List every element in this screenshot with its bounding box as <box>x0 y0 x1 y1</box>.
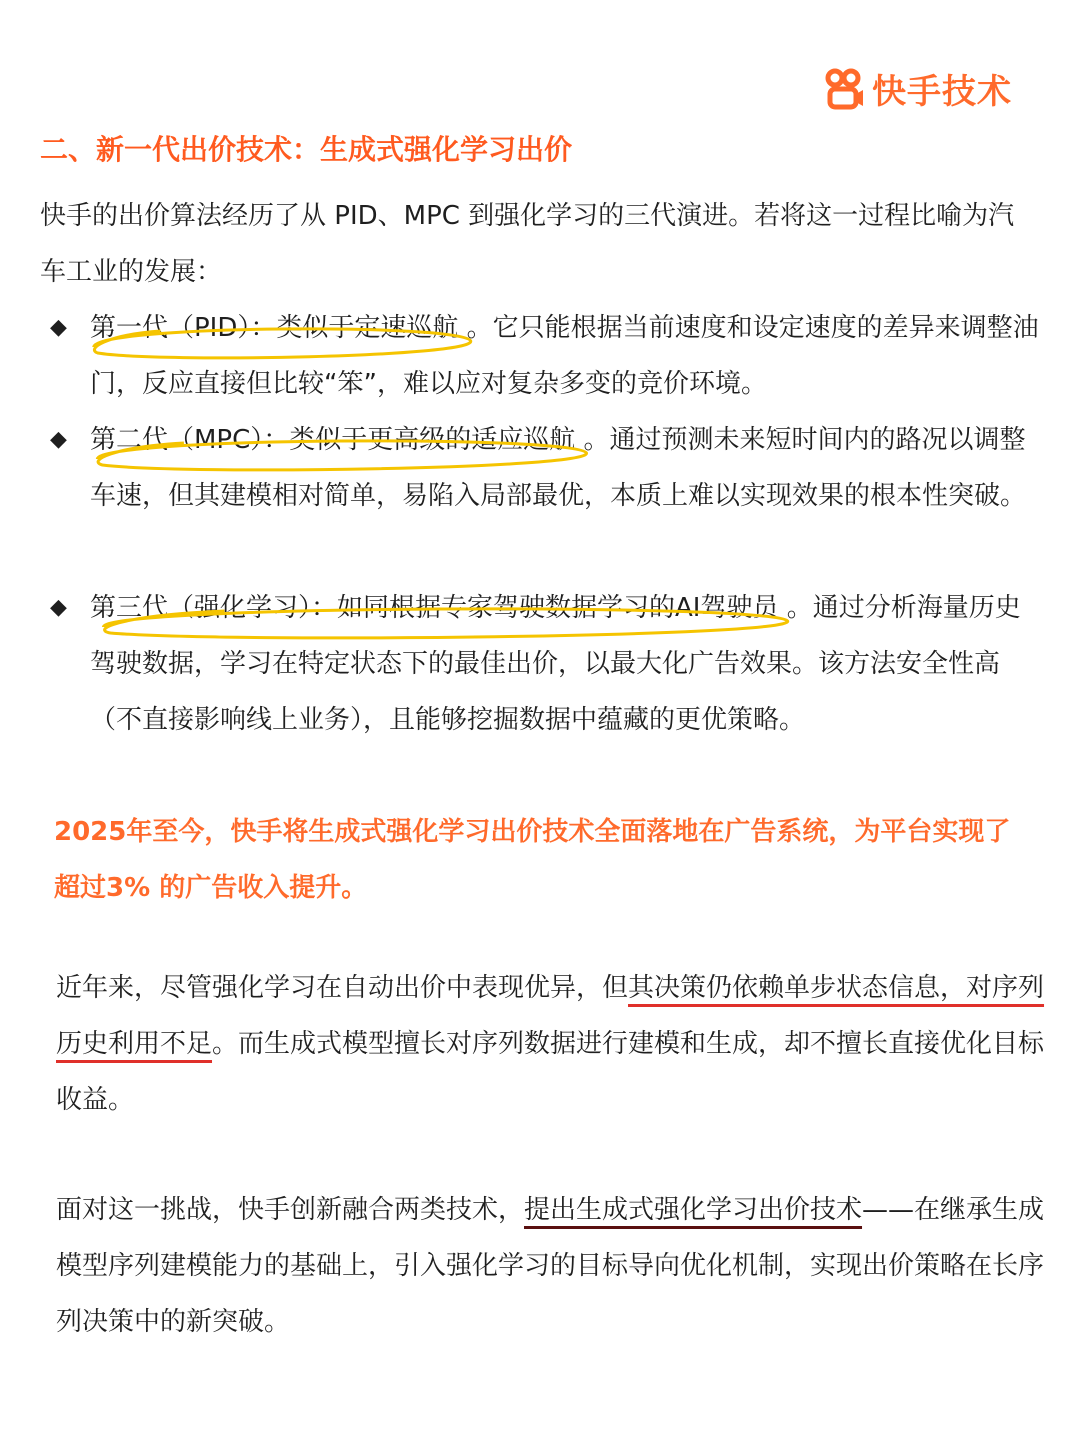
challenge-underlined-text: 提出生成式强化学习出价技术 <box>524 1195 863 1225</box>
diamond-bullet-icon: ◆ <box>50 427 67 452</box>
bullet-2-title: 第二代（MPC）：类似于更高级的适应巡航 <box>90 425 576 455</box>
kuaishou-logo-icon <box>822 67 866 111</box>
intro-paragraph: 快手的出价算法经历了从 PID、MPC 到强化学习的三代演进。若将这一过程比喻为汽车工业的发展： <box>40 201 1015 287</box>
circled-phrase-1 <box>90 313 467 343</box>
challenge-paragraph <box>56 1182 1046 1350</box>
recent-text-a: 近年来，尽管强化学习在自动出价中表现优异，但 <box>56 973 629 1003</box>
bullet-3-title: 第三代（强化学习）：如同根据专家驾驶数据学习的AI驾驶员 <box>90 593 779 623</box>
bullet-2-text: 。通过预测未来短时间内的路况以调整车速，但其建模相对简单，易陷入局部最优，本质上难以实现效果的根本性突破。 <box>90 425 1027 511</box>
recent-underlined-text: 其决策仍依赖单步状态信息，对序列历史利用不足 <box>56 973 1045 1059</box>
challenge-text-a: 面对这一挑战，快手创新融合两类技术， <box>56 1195 525 1225</box>
bullet-3-text: 。通过分析海量历史驾驶数据，学习在特定状态下的最佳出价，以最大化广告效果。该方法安全性高（不直接影响线上业务），且能够挖掘数据中蕴藏的更优策略。 <box>90 593 1021 735</box>
bullet-1-text: 。它只能根据当前速度和设定速度的差异来调整油门，反应直接但比较“笨”，难以应对复杂多变的竞价环境。 <box>90 313 1039 399</box>
diamond-bullet-icon: ◆ <box>50 595 67 620</box>
bullet-item-2 <box>50 412 1040 524</box>
recent-text-b: 。而生成式模型擅长对序列数据进行建模和生成，却不擅长直接优化目标收益。 <box>56 1029 1045 1115</box>
bullet-item-1 <box>50 300 1040 412</box>
challenge-text-b: ——在继承生成模型序列建模能力的基础上，引入强化学习的目标导向优化机制，实现出价策略在长序列决策中的新突破。 <box>56 1195 1045 1337</box>
circled-phrase-2 <box>90 425 584 455</box>
bullet-item-3 <box>50 580 1040 748</box>
brand-name: 快手技术 <box>872 72 1012 112</box>
bullet-1-title: 第一代（PID）：类似于定速巡航 <box>90 313 459 343</box>
recent-paragraph <box>56 960 1046 1128</box>
circled-phrase-3 <box>90 593 787 623</box>
diamond-bullet-icon: ◆ <box>50 315 67 340</box>
highlight-statement: 2025年至今，快手将生成式强化学习出价技术全面落地在广告系统，为平台实现了超过3% 的广告收入提升。 <box>54 817 1011 903</box>
section-heading: 二、新一代出价技术：生成式强化学习出价 <box>40 133 573 166</box>
brand-logo <box>822 64 1012 113</box>
